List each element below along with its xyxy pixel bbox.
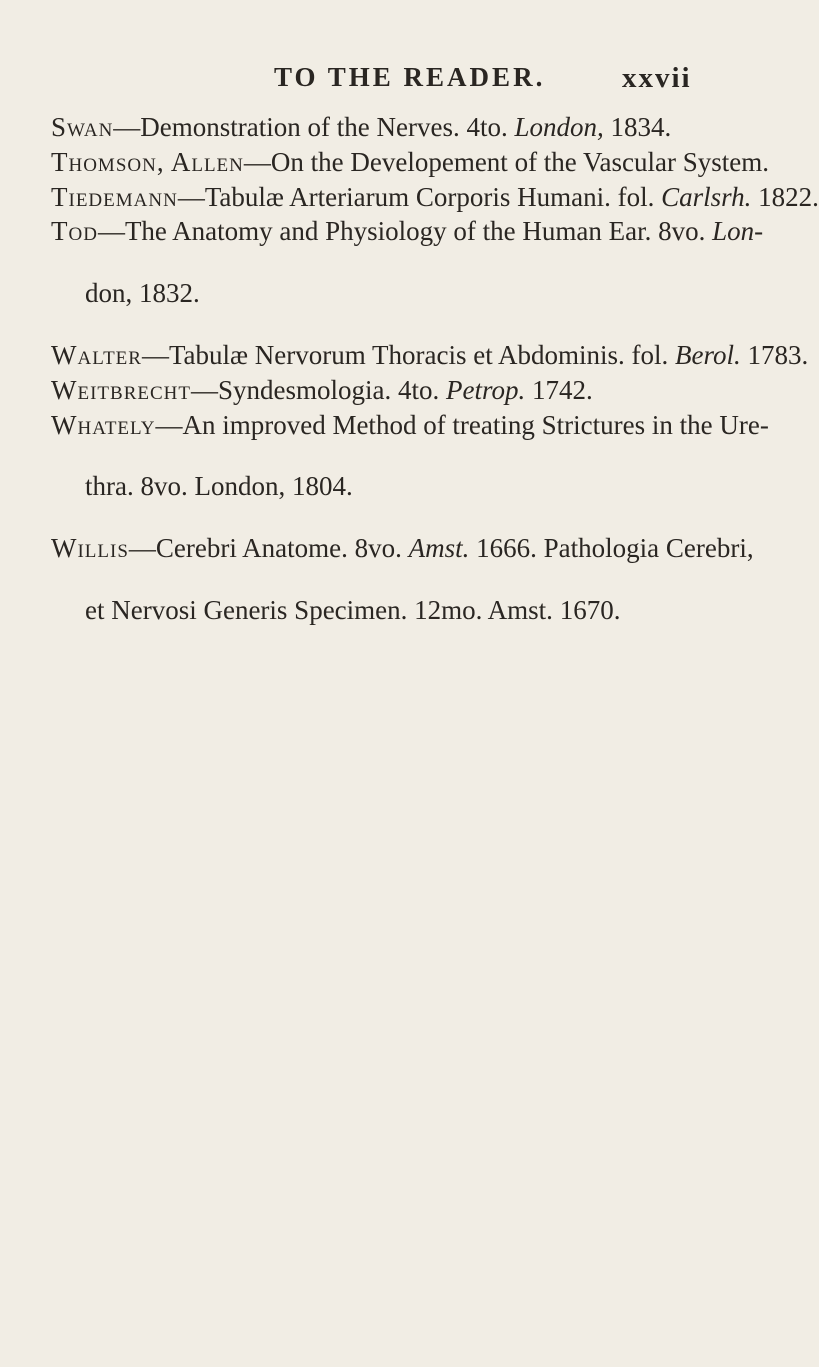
entry-author: Tod [51, 216, 98, 247]
entry-title: —Tabulæ Nervorum Thoracis et Abdominis. fol. [141, 339, 675, 370]
entry-title: —The Anatomy and Physiology of the Human Ear. 8vo. [97, 216, 713, 247]
entry-place: Amst. [487, 594, 553, 625]
entry-title: —An improved Method of treating Strictures in the Ure- [155, 409, 769, 440]
entry-author: Walter [51, 339, 142, 370]
page-number: xxvii [622, 62, 692, 94]
entry-title: —On the Developement of the Vascular System. [243, 146, 770, 177]
entry-year: 1804. [285, 471, 353, 502]
bibliography-entry [51, 531, 766, 566]
bibliography-entry [51, 408, 769, 443]
entry-title: —Syndesmologia. 4to. [190, 374, 446, 405]
entry-author: Willis [51, 533, 129, 564]
entry-year: 1670. [552, 594, 621, 625]
bibliography-entry [51, 145, 770, 180]
page-header [0, 62, 800, 102]
entry-year: 1822. [751, 181, 819, 212]
entry-title: —Demonstration of the Nerves. 4to. [113, 112, 515, 142]
entry-title: —Cerebri Anatome. 8vo. [128, 533, 409, 564]
bibliography-entry [51, 214, 766, 249]
entry-place: Berol. [675, 339, 741, 370]
entry-title: thra. 8vo. [85, 471, 195, 502]
entry-place: London, [514, 112, 604, 142]
entry-title: et Nervosi Generis Specimen. 12mo. [85, 594, 488, 625]
entry-year: 1832. [132, 278, 200, 309]
bibliography-entry [51, 110, 766, 145]
entry-place: Petrop. [445, 374, 526, 405]
entry-year: 1834. [603, 112, 672, 142]
bibliography-entry-continuation [51, 276, 766, 311]
entry-year: 1783. [740, 339, 809, 370]
entry-author: Weitbrecht [51, 374, 191, 405]
entry-author: Thomson, Allen [51, 146, 244, 177]
bibliography-entry [51, 338, 809, 373]
running-title: TO THE READER. [274, 62, 546, 92]
bibliography-entry [51, 373, 766, 408]
entry-title: —Tabulæ Arteriarum Corporis Humani. fol. [177, 181, 662, 212]
bibliography-entry [51, 180, 819, 215]
bibliography-entry-continuation [51, 469, 766, 504]
entry-year: 1666. Pathologia Cerebri, [469, 533, 754, 564]
entry-author: Tiedemann [51, 181, 178, 212]
entry-place: Amst. [408, 533, 470, 564]
entry-author: Swan [51, 112, 114, 142]
entry-author: Whately [51, 409, 156, 440]
entry-year: 1742. [525, 374, 593, 405]
entry-place: don, [85, 278, 133, 309]
bibliography-list [51, 110, 819, 655]
entry-place: Lon- [712, 216, 764, 247]
entry-place: Carlsrh. [661, 181, 752, 212]
bibliography-entry-continuation [51, 593, 766, 628]
entry-place: London, [194, 471, 286, 502]
